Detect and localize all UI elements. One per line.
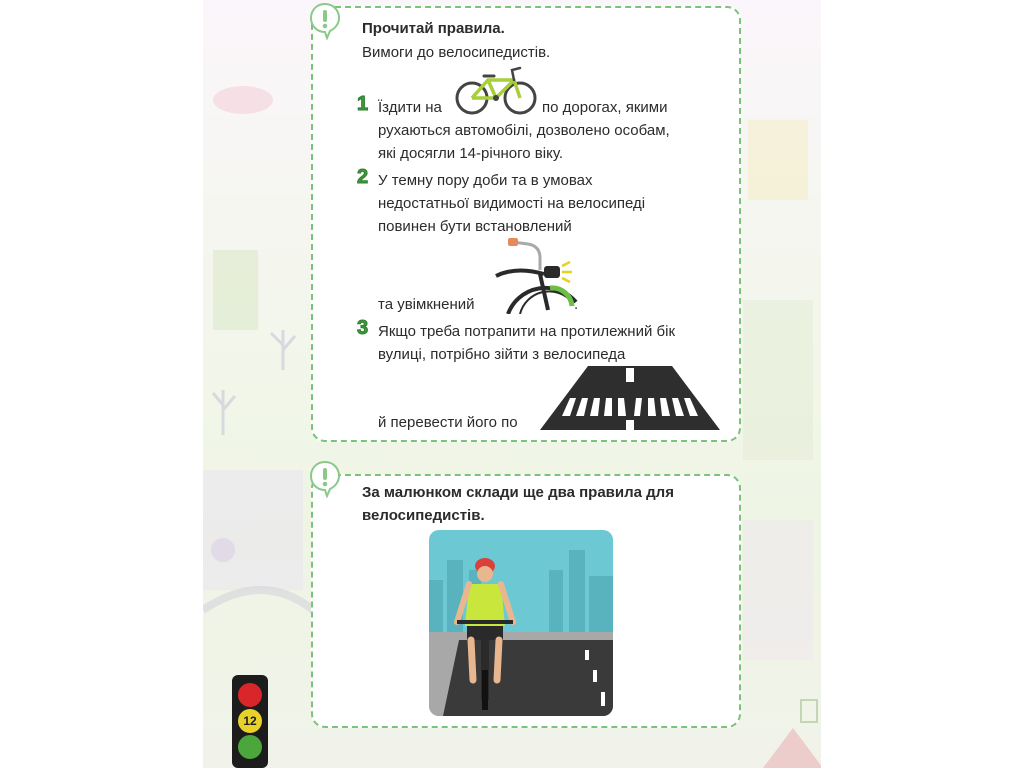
task-text: За малюнком склади ще два правила для <box>362 484 674 501</box>
rule2-text: У темну пору доби та в умовах <box>378 172 593 189</box>
bike-headlight-icon <box>494 236 578 314</box>
green-lamp <box>238 735 262 759</box>
rule1-text: які досягли 14-річного віку. <box>378 145 563 162</box>
card-title: Прочитай правила. <box>362 20 505 37</box>
rule-number: 2 <box>357 166 369 188</box>
rule3-text: Якщо треба потрапити на протилежний бік <box>378 323 676 340</box>
rule3-text: й перевести його по <box>378 414 518 431</box>
rule1-text: рухаються автомобілі, дозволено особам, <box>378 122 670 139</box>
rule1-text: по дорогах, якими <box>542 99 668 116</box>
rule1-text: Їздити на <box>378 99 442 116</box>
page-number: 12 <box>238 709 262 733</box>
red-lamp <box>238 683 262 707</box>
crosswalk-icon <box>540 366 720 430</box>
rule2-text: недостатньої видимості на велосипеді <box>378 195 646 212</box>
exclamation-icon <box>309 460 341 498</box>
card-subtitle: Вимоги до велосипедистів. <box>362 44 551 61</box>
rule-number: 1 <box>357 93 369 115</box>
exclamation-icon <box>309 2 341 40</box>
rule3-text: вулиці, потрібно зійти з велосипеда <box>378 346 626 363</box>
traffic-light-icon <box>232 675 268 768</box>
bicycle-icon <box>454 66 540 116</box>
task-text: велосипедистів. <box>362 507 485 524</box>
cyclist-illustration <box>429 530 613 716</box>
rule2-text: повинен бути встановлений <box>378 218 572 235</box>
rule2-text: . <box>574 296 579 313</box>
rule-number: 3 <box>357 317 369 339</box>
rule2-text: та увімкнений <box>378 296 475 313</box>
